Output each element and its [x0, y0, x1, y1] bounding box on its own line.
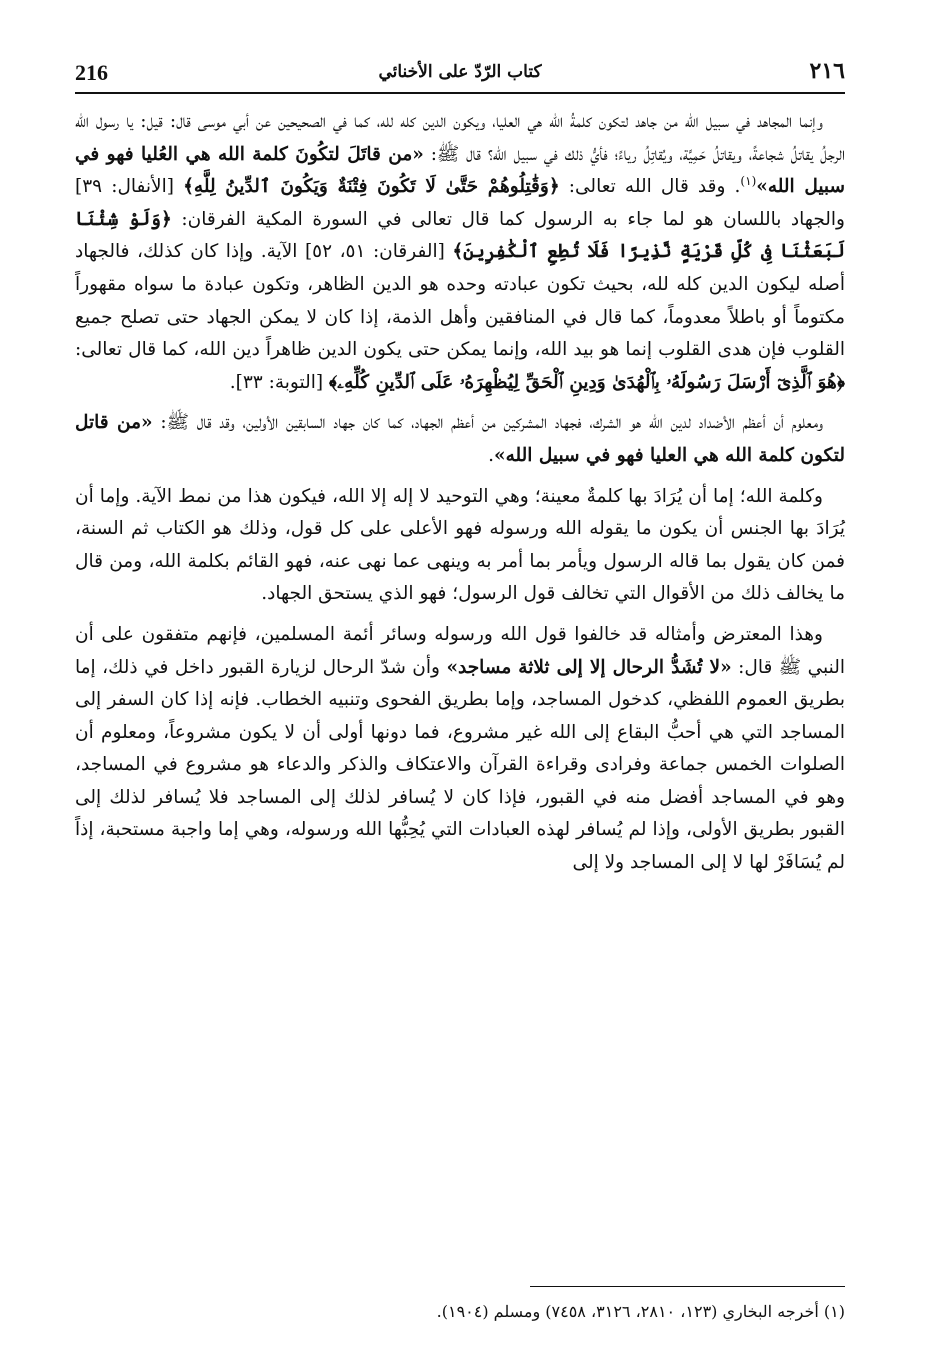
paragraph: [75, 481, 845, 611]
paragraph: [75, 106, 845, 399]
hadith-quote: «من قاتَلَ لتكُونَ كلمة الله هي العُليا فهو في سبيل الله»: [75, 143, 845, 198]
text-run: [الفرقان: ٥١، ٥٢] الآية. وإذا كان كذلك، فالجهاد أصله ليكون الدين كله لله، بحيث تكون عبادته وحده هو الدين الظاهر، وتكون عبادة ما سواه مقهوراً مكتوماً أو باطلاً معدوماً، كما قال في المنافقين وأهل الذمة، إذا كان لا يمكن الجهاد حتى تصلح جميع القلوب فإن هدى القلوب إنما هو بيد الله، وإنما يمكن حتى يكون الدين ظاهراً دين الله، كما قال تعالى:: [75, 241, 845, 361]
text-run: [التوبة: ٣٣].: [229, 371, 329, 393]
quran-verse: ﴿وَقَٰتِلُوهُمْ حَتَّىٰ لَا تَكُونَ فِتْنَةٌ وَيَكُونَ ٱلدِّينُ لِلَّهِ﴾: [183, 176, 560, 198]
page-header: [75, 58, 845, 92]
text-run: [الأنفال: ٣٩] والجهاد باللسان هو لما جاء به الرسول كما قال تعالى في السورة المكية الفرقان:: [75, 176, 845, 230]
running-title: كتاب الرّدّ على الأخنائي: [378, 62, 542, 82]
text-run: وهذا المعترض وأمثاله قد خالفوا قول الله ورسوله وسائر أئمة المسلمين، فإنهم متفقون على أن النبي ﷺ قال:: [75, 623, 845, 678]
quran-verse: ﴿هُوَ ٱلَّذِىٓ أَرْسَلَ رَسُولَهُۥ بِٱلْهُدَىٰ وَدِينِ ٱلْحَقِّ لِيُظْهِرَهُۥ عَلَى ٱلدِّينِ كُلِّهِۦ﴾: [328, 371, 845, 393]
footnote: (١) أخرجه البخاري (١٢٣، ٢٨١٠، ٣١٢٦، ٧٤٥٨) ومسلم (١٩٠٤).: [436, 1302, 845, 1321]
text-run: ومعلوم أن أعظم الأضداد لدين الله هو الشرك، فجهاد المشركين من أعظم الجهاد، كما كان جهاد السابقين الأولين، وقد قال ﷺ:: [152, 412, 824, 434]
page-number-latin: 216: [75, 60, 108, 85]
footnote-ref: (١): [740, 174, 757, 189]
header-rule: [75, 92, 845, 94]
text-run: .: [488, 444, 495, 466]
footnote-rule: [530, 1286, 845, 1287]
hadith-quote: «من قاتل لتكون كلمة الله هي العليا فهو في سبيل الله»: [75, 412, 845, 466]
hadith-quote: «لا تُشَدُّ الرحال إلا إلى ثلاثة مساجد»: [446, 656, 732, 678]
main-text: [75, 106, 845, 880]
text-run: وإنما المجاهد في سبيل الله من جاهد لتكون كلمةُ الله هي العليا، ويكون الدين كله لله، كما في الصحيحين عن أبي موسى قال: قيل: يا رسول الله الرجلُ يقاتلُ شجاعةً، ويقاتلُ حَمِيَّة، ويُقاتِلُ رياءً؛ فأيُّ ذلك في سبيل الله؟ قال ﷺ:: [75, 111, 846, 165]
text-run: . وقد قال الله تعالى:: [559, 176, 741, 198]
page-number-arabic: ٢١٦: [809, 58, 845, 84]
text-run: وأن شدّ الرحال لزيارة القبور داخل في ذلك، إما بطريق العموم اللفظي، كدخول المساجد، وإما بطريق الفحوى وتنبيه الخطاب. فإنه إذا كان السفر إلى المساجد التي هي أحبُّ البقاع إلى الله غير مشروع، فما دونها أولى أن لا يكون مشروعاً، ومعلوم أن الصلوات الخمس جماعة وفرادى وقراءة القرآن والاعتكاف والذكر والدعاء هو مشروع في المساجد، وهو في المساجد أفضل منه في القبور، فإذا كان لا يُسافر لذلك إلى المساجد فلا يُسافر لذلك إلى القبور بطريق الأولى، وإذا لم يُسافر لهذه العبادات التي يُحِبُّها الله ورسوله، وهي إما واجبة مستحبة، إذاً لم يُسَافَرْ لها لا إلى المساجد ولا إلى: [75, 656, 845, 874]
text-run: وكلمة الله؛ إما أن يُرَادَ بها كلمةٌ معينة؛ وهي التوحيد لا إله إلا الله، فيكون هذا من نمط الآية. وإما أن يُرَادَ بها الجنس أن يكون ما يقوله الله ورسوله فهو الأعلى على كل قول، وذلك هو الكتاب ثم السنة، فمن كان يقول بما قاله الرسول ويأمر بما أمر به وينهى عما نهى عنه، فهو القائم بكلمة الله، ومن قال ما يخالف ذلك من الأقوال التي تخالف قول الرسول؛ فهو الذي يستحق الجهاد.: [75, 485, 845, 605]
quran-verse: ﴿وَلَوْ شِئْنَا لَبَعَثْنَا فِى كُلِّ قَرْيَةٍ نَّذِيرًا فَلَا تُطِعِ ٱلْكَٰفِرِينَ﴾: [75, 208, 845, 263]
paragraph: [75, 619, 845, 880]
paragraph: [75, 407, 845, 472]
